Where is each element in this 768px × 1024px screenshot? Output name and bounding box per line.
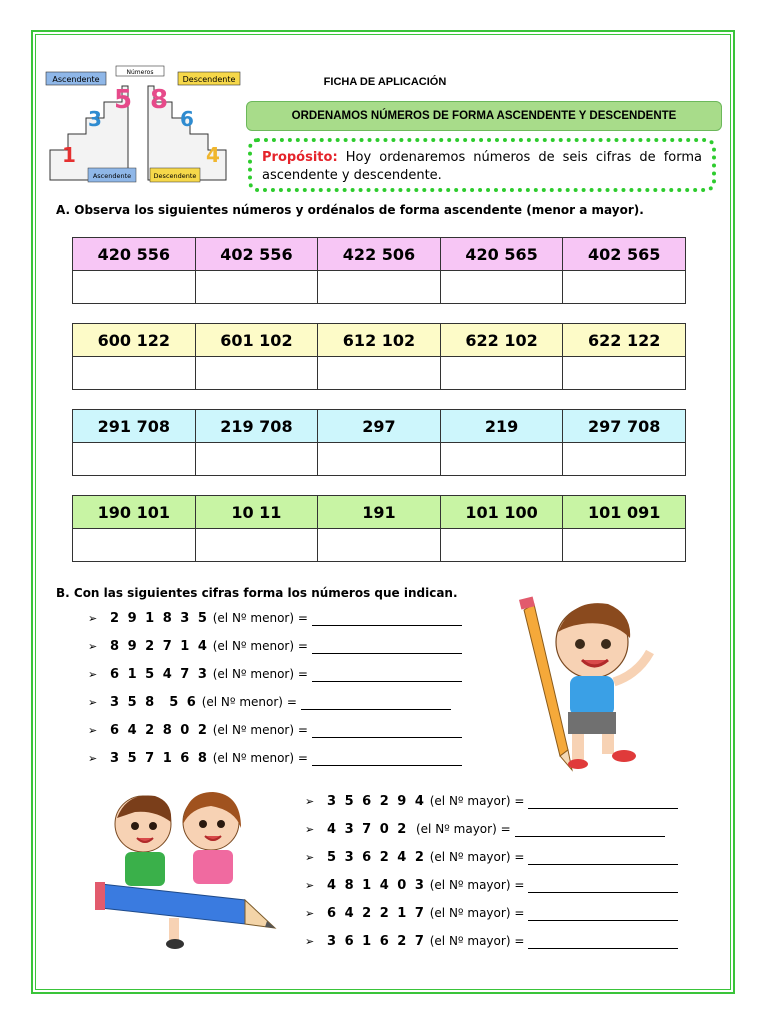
topic-text: ORDENAMOS NÚMEROS DE FORMA ASCENDENTE Y DESCENDENTE	[291, 110, 677, 122]
answer-line[interactable]	[528, 881, 678, 893]
item-label: (el Nº menor)	[212, 639, 295, 653]
item-digits: 6 4 2 2 1 7	[327, 906, 426, 921]
number-cell: 422 506	[318, 238, 441, 271]
item-label: (el Nº mayor)	[429, 794, 511, 808]
item-digits: 6 1 5 4 7 3	[110, 667, 209, 682]
ficha-title: FICHA DE APLICACIÓN	[323, 76, 447, 88]
answer-cell[interactable]	[440, 529, 563, 562]
stairs-illustration	[44, 64, 244, 190]
label-descendente-bottom: Descendente	[153, 172, 197, 180]
table-values-row	[73, 238, 686, 271]
item-label: (el Nº mayor)	[429, 934, 511, 948]
item-label: (el Nº menor)	[212, 611, 295, 625]
number-table-3	[72, 409, 686, 476]
item-digits: 3 5 8 5 6	[110, 695, 198, 710]
answer-cell[interactable]	[73, 357, 196, 390]
answer-cell[interactable]	[73, 271, 196, 304]
answer-line[interactable]	[528, 909, 678, 921]
equals-sign: =	[514, 906, 525, 920]
item-digits: 4 3 7 0 2	[327, 822, 409, 837]
number-cell: 297 708	[563, 410, 686, 443]
answer-cell[interactable]	[195, 529, 318, 562]
topic-banner	[246, 101, 722, 131]
menor-item	[88, 723, 462, 738]
answer-cell[interactable]	[195, 271, 318, 304]
answer-row	[73, 271, 686, 304]
arrow-bullet-icon: ➢	[88, 668, 98, 681]
answer-cell[interactable]	[318, 271, 441, 304]
item-label: (el Nº menor)	[212, 723, 295, 737]
item-digits: 8 9 2 7 1 4	[110, 639, 209, 654]
number-cell: 420 565	[440, 238, 563, 271]
arrow-bullet-icon: ➢	[88, 640, 98, 653]
number-cell: 402 556	[195, 238, 318, 271]
item-label: (el Nº menor)	[212, 751, 295, 765]
menor-item	[88, 639, 462, 654]
answer-cell[interactable]	[195, 357, 318, 390]
answer-cell[interactable]	[563, 529, 686, 562]
arrow-bullet-icon: ➢	[305, 935, 315, 948]
answer-cell[interactable]	[563, 271, 686, 304]
answer-line[interactable]	[312, 726, 462, 738]
digit-8: 8	[150, 85, 169, 115]
answer-cell[interactable]	[195, 443, 318, 476]
item-digits: 3 5 7 1 6 8	[110, 751, 209, 766]
answer-line[interactable]	[301, 698, 451, 710]
kids-on-pencil-illustration	[95, 788, 280, 953]
arrow-bullet-icon: ➢	[305, 907, 315, 920]
item-digits: 5 3 6 2 4 2	[327, 850, 426, 865]
number-cell: 291 708	[73, 410, 196, 443]
item-digits: 3 5 6 2 9 4	[327, 794, 426, 809]
menor-item	[88, 611, 462, 626]
digit-5: 5	[114, 85, 133, 115]
answer-line[interactable]	[312, 754, 462, 766]
number-table-4	[72, 495, 686, 562]
arrow-bullet-icon: ➢	[88, 724, 98, 737]
equals-sign: =	[297, 611, 308, 625]
item-digits: 2 9 1 8 3 5	[110, 611, 209, 626]
item-digits: 3 6 1 6 2 7	[327, 934, 426, 949]
number-cell: 622 122	[563, 324, 686, 357]
answer-cell[interactable]	[440, 271, 563, 304]
item-label: (el Nº menor)	[201, 695, 283, 709]
mayor-item	[305, 850, 678, 865]
number-cell: 219 708	[195, 410, 318, 443]
answer-line[interactable]	[515, 825, 665, 837]
item-label: (el Nº mayor)	[429, 906, 511, 920]
number-cell: 191	[318, 496, 441, 529]
equals-sign: =	[514, 850, 525, 864]
answer-line[interactable]	[312, 614, 462, 626]
arrow-bullet-icon: ➢	[305, 851, 315, 864]
table-values-row	[73, 496, 686, 529]
answer-row	[73, 529, 686, 562]
answer-cell[interactable]	[440, 443, 563, 476]
arrow-bullet-icon: ➢	[88, 696, 98, 709]
section-a-instruction: A. Observa los siguientes números y ordénalos de forma ascendente (menor a mayor).	[56, 203, 644, 217]
purpose-label: Propósito:	[262, 150, 338, 165]
arrow-bullet-icon: ➢	[88, 612, 98, 625]
arrow-bullet-icon: ➢	[305, 879, 315, 892]
answer-line[interactable]	[528, 853, 678, 865]
answer-row	[73, 443, 686, 476]
answer-cell[interactable]	[318, 357, 441, 390]
number-cell: 622 102	[440, 324, 563, 357]
menor-item	[88, 751, 462, 766]
mayor-item	[305, 794, 678, 809]
number-cell: 612 102	[318, 324, 441, 357]
item-label: (el Nº mayor)	[429, 878, 511, 892]
mayor-item	[305, 878, 678, 893]
number-cell: 601 102	[195, 324, 318, 357]
number-cell: 219	[440, 410, 563, 443]
label-ascendente: Ascendente	[52, 75, 100, 84]
digit-1: 1	[62, 143, 76, 167]
label-ascendente-bottom: Ascendente	[92, 172, 132, 180]
answer-line[interactable]	[528, 937, 678, 949]
number-cell: 600 122	[73, 324, 196, 357]
answer-cell[interactable]	[318, 529, 441, 562]
item-digits: 4 8 1 4 0 3	[327, 878, 426, 893]
item-digits: 6 4 2 8 0 2	[110, 723, 209, 738]
number-cell: 101 091	[563, 496, 686, 529]
item-label: (el Nº mayor)	[429, 850, 511, 864]
equals-sign: =	[500, 822, 511, 836]
answer-cell[interactable]	[318, 443, 441, 476]
equals-sign: =	[297, 639, 308, 653]
arrow-bullet-icon: ➢	[88, 752, 98, 765]
answer-row	[73, 357, 686, 390]
purpose-box	[248, 138, 716, 192]
purpose-text: Hoy ordenaremos números de seis cifras de forma ascendente y descendente.	[262, 150, 702, 183]
table-values-row	[73, 324, 686, 357]
answer-line[interactable]	[312, 670, 462, 682]
number-cell: 101 100	[440, 496, 563, 529]
answer-cell[interactable]	[563, 443, 686, 476]
digit-6: 6	[180, 107, 194, 131]
label-numeros: Números	[126, 69, 154, 76]
answer-cell[interactable]	[563, 357, 686, 390]
equals-sign: =	[514, 934, 525, 948]
table-values-row	[73, 410, 686, 443]
answer-line[interactable]	[312, 642, 462, 654]
menor-item	[88, 667, 462, 682]
number-table-2	[72, 323, 686, 390]
equals-sign: =	[514, 878, 525, 892]
number-cell: 402 565	[563, 238, 686, 271]
number-cell: 297	[318, 410, 441, 443]
equals-sign: =	[297, 723, 308, 737]
digit-3: 3	[88, 107, 102, 131]
answer-line[interactable]	[528, 797, 678, 809]
arrow-bullet-icon: ➢	[305, 823, 315, 836]
boy-with-pencil-illustration	[512, 590, 672, 780]
label-descendente: Descendente	[182, 75, 236, 84]
answer-cell[interactable]	[440, 357, 563, 390]
mayor-item	[305, 906, 678, 921]
equals-sign: =	[286, 695, 297, 709]
section-b-instruction: B. Con las siguientes cifras forma los números que indican.	[56, 586, 458, 600]
answer-cell[interactable]	[73, 443, 196, 476]
menor-item	[88, 695, 451, 710]
mayor-item	[305, 934, 678, 949]
arrow-bullet-icon: ➢	[305, 795, 315, 808]
equals-sign: =	[297, 751, 308, 765]
item-label: (el Nº mayor)	[412, 822, 497, 836]
item-label: (el Nº menor)	[212, 667, 295, 681]
number-cell: 420 556	[73, 238, 196, 271]
mayor-item	[305, 822, 665, 837]
number-cell: 190 101	[73, 496, 196, 529]
equals-sign: =	[514, 794, 525, 808]
number-table-1	[72, 237, 686, 304]
digit-4: 4	[206, 143, 220, 167]
answer-cell[interactable]	[73, 529, 196, 562]
equals-sign: =	[297, 667, 308, 681]
number-cell: 10 11	[195, 496, 318, 529]
